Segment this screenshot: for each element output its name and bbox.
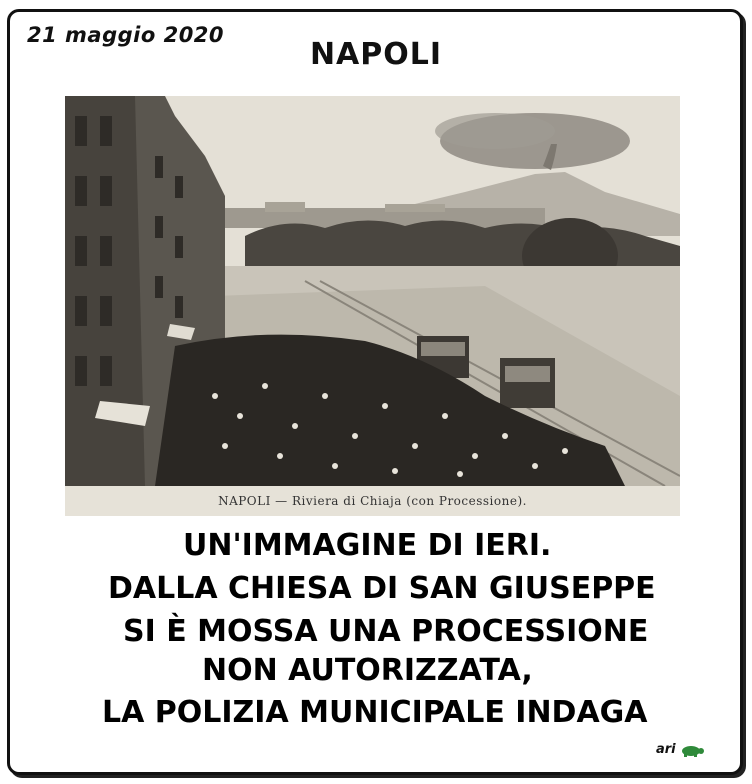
photo-illustration — [65, 96, 680, 486]
headline-line: NON AUTORIZZATA, — [202, 653, 533, 688]
headline-line: UN'IMMAGINE DI IERI. — [183, 528, 552, 563]
headline-line: DALLA CHIESA DI SAN GIUSEPPE — [108, 571, 656, 606]
author-signature — [656, 742, 705, 757]
photo-caption-strip — [65, 486, 680, 516]
signature-text: ari — [656, 742, 676, 757]
historic-photo — [65, 96, 680, 516]
post-title: NAPOLI — [309, 37, 443, 72]
photo-caption: NAPOLI — Riviera di Chiaja (con Processione). — [218, 494, 527, 508]
post-date: 21 maggio 2020 — [27, 23, 225, 47]
headline-line: LA POLIZIA MUNICIPALE INDAGA — [102, 695, 648, 730]
turtle-icon — [679, 743, 705, 757]
headline-line: SI È MOSSA UNA PROCESSIONE — [123, 614, 649, 649]
